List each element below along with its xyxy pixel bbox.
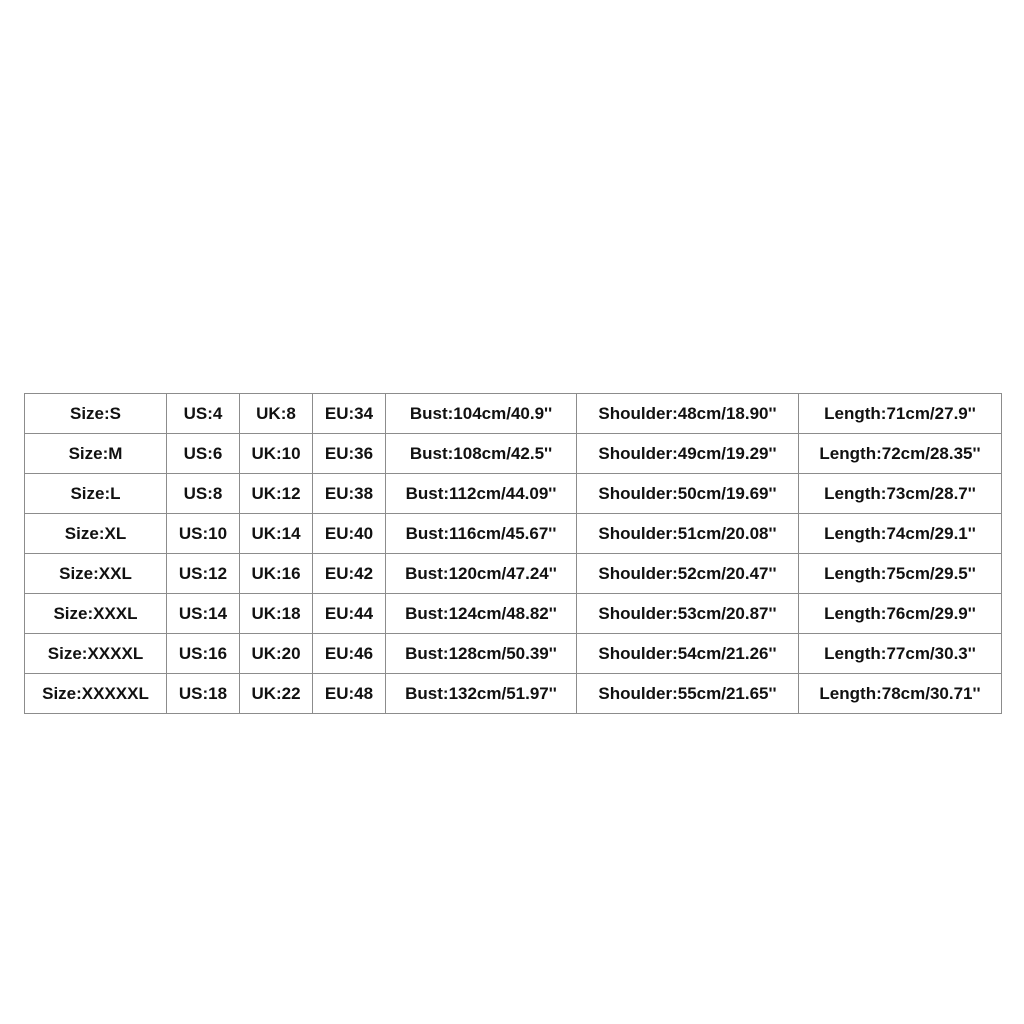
length-cell: Length:71cm/27.9'' xyxy=(799,394,1002,434)
size-chart-body xyxy=(25,394,1002,714)
length-cell: Length:72cm/28.35'' xyxy=(799,434,1002,474)
uk-size-cell: UK:14 xyxy=(240,514,313,554)
table-row xyxy=(25,514,1002,554)
length-cell: Length:73cm/28.7'' xyxy=(799,474,1002,514)
shoulder-cell: Shoulder:51cm/20.08'' xyxy=(577,514,799,554)
bust-cell: Bust:124cm/48.82'' xyxy=(386,594,577,634)
shoulder-cell: Shoulder:53cm/20.87'' xyxy=(577,594,799,634)
uk-size-cell: UK:22 xyxy=(240,674,313,714)
eu-size-cell: EU:48 xyxy=(313,674,386,714)
us-size-cell: US:18 xyxy=(167,674,240,714)
eu-size-cell: EU:36 xyxy=(313,434,386,474)
length-cell: Length:77cm/30.3'' xyxy=(799,634,1002,674)
eu-size-cell: EU:46 xyxy=(313,634,386,674)
us-size-cell: US:16 xyxy=(167,634,240,674)
length-cell: Length:76cm/29.9'' xyxy=(799,594,1002,634)
bust-cell: Bust:128cm/50.39'' xyxy=(386,634,577,674)
table-row xyxy=(25,474,1002,514)
size-cell: Size:XXXXXL xyxy=(25,674,167,714)
bust-cell: Bust:120cm/47.24'' xyxy=(386,554,577,594)
bust-cell: Bust:132cm/51.97'' xyxy=(386,674,577,714)
eu-size-cell: EU:40 xyxy=(313,514,386,554)
table-row xyxy=(25,594,1002,634)
eu-size-cell: EU:34 xyxy=(313,394,386,434)
size-cell: Size:S xyxy=(25,394,167,434)
us-size-cell: US:6 xyxy=(167,434,240,474)
table-row xyxy=(25,434,1002,474)
shoulder-cell: Shoulder:52cm/20.47'' xyxy=(577,554,799,594)
length-cell: Length:74cm/29.1'' xyxy=(799,514,1002,554)
us-size-cell: US:4 xyxy=(167,394,240,434)
us-size-cell: US:8 xyxy=(167,474,240,514)
eu-size-cell: EU:42 xyxy=(313,554,386,594)
size-cell: Size:XXL xyxy=(25,554,167,594)
table-row xyxy=(25,554,1002,594)
size-cell: Size:M xyxy=(25,434,167,474)
uk-size-cell: UK:18 xyxy=(240,594,313,634)
size-cell: Size:L xyxy=(25,474,167,514)
size-cell: Size:XXXL xyxy=(25,594,167,634)
shoulder-cell: Shoulder:48cm/18.90'' xyxy=(577,394,799,434)
bust-cell: Bust:112cm/44.09'' xyxy=(386,474,577,514)
table-row xyxy=(25,674,1002,714)
uk-size-cell: UK:16 xyxy=(240,554,313,594)
length-cell: Length:75cm/29.5'' xyxy=(799,554,1002,594)
uk-size-cell: UK:12 xyxy=(240,474,313,514)
us-size-cell: US:14 xyxy=(167,594,240,634)
length-cell: Length:78cm/30.71'' xyxy=(799,674,1002,714)
bust-cell: Bust:104cm/40.9'' xyxy=(386,394,577,434)
shoulder-cell: Shoulder:54cm/21.26'' xyxy=(577,634,799,674)
size-cell: Size:XXXXL xyxy=(25,634,167,674)
bust-cell: Bust:108cm/42.5'' xyxy=(386,434,577,474)
eu-size-cell: EU:38 xyxy=(313,474,386,514)
us-size-cell: US:10 xyxy=(167,514,240,554)
shoulder-cell: Shoulder:55cm/21.65'' xyxy=(577,674,799,714)
table-row xyxy=(25,394,1002,434)
bust-cell: Bust:116cm/45.67'' xyxy=(386,514,577,554)
us-size-cell: US:12 xyxy=(167,554,240,594)
size-cell: Size:XL xyxy=(25,514,167,554)
uk-size-cell: UK:10 xyxy=(240,434,313,474)
uk-size-cell: UK:8 xyxy=(240,394,313,434)
shoulder-cell: Shoulder:49cm/19.29'' xyxy=(577,434,799,474)
shoulder-cell: Shoulder:50cm/19.69'' xyxy=(577,474,799,514)
size-chart-table xyxy=(24,393,1002,714)
table-row xyxy=(25,634,1002,674)
uk-size-cell: UK:20 xyxy=(240,634,313,674)
eu-size-cell: EU:44 xyxy=(313,594,386,634)
